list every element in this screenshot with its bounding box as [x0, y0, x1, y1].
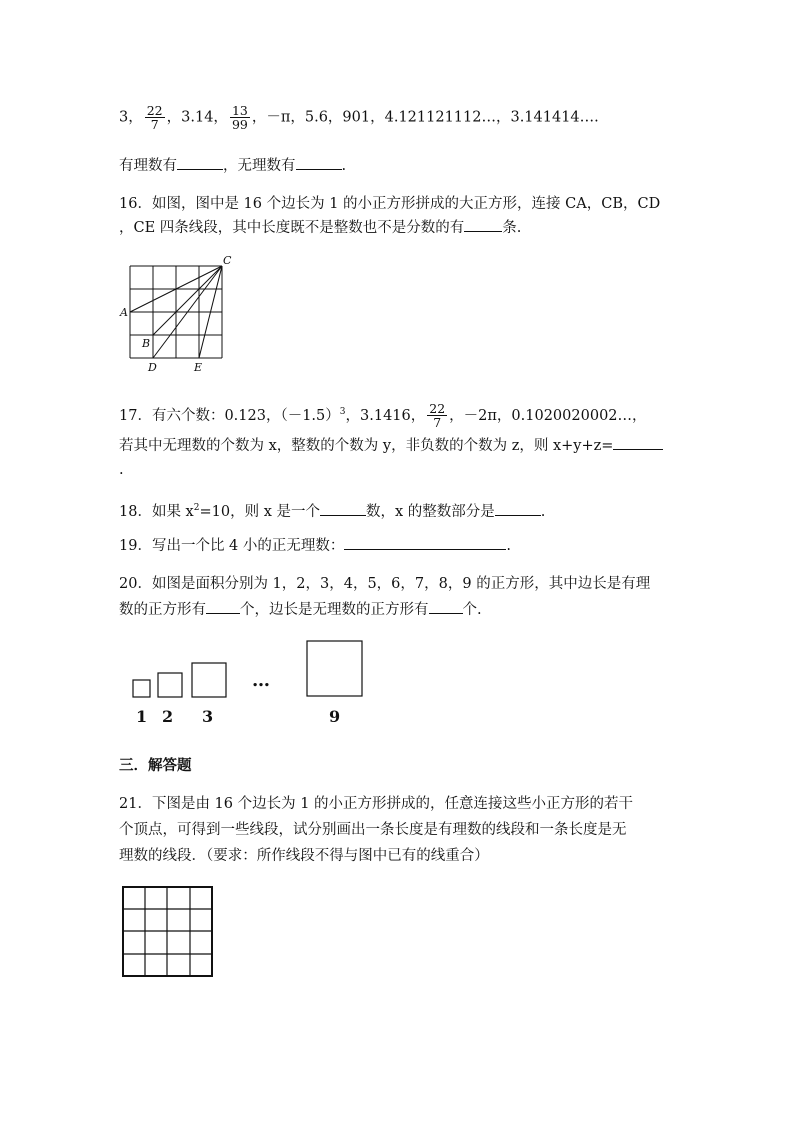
square-area-9: [307, 641, 362, 696]
point-label-c: C: [223, 254, 232, 267]
fraction-13-99: $\frac{13}{99}$: [231, 103, 248, 132]
q17-text-line2: 若其中无理数的个数为 x，整数的个数为 y，非负数的个数为 z，则 x+y+z=: [119, 436, 663, 456]
ellipsis: …: [252, 670, 270, 691]
square-label-3: 3: [202, 707, 214, 726]
point-label-a: A: [120, 306, 128, 319]
square-label-9: 9: [329, 707, 341, 726]
q21-text-line3: 理数的线段．（要求：所作线段不得与图中已有的线重合）: [119, 848, 489, 864]
square-area-1: [133, 680, 150, 697]
answer-blank[interactable]: [429, 601, 463, 614]
q20-text-line2: 数的正方形有 个，边长是无理数的正方形有 个.: [119, 602, 482, 618]
point-label-b: B: [142, 337, 151, 350]
q20-squares-figure: [128, 636, 373, 731]
answer-blank[interactable]: [296, 157, 342, 170]
answer-blank[interactable]: [206, 601, 240, 614]
q16-text-line1: 16．如图，图中是 16 个边长为 1 的小正方形拼成的大正方形，连接 CA，CB，CD: [119, 196, 661, 212]
point-label-d: D: [148, 361, 157, 374]
q15-number-list: 3， $\frac{22}{7}$ ，3.14， $\frac{13}{99}$ ，－π，5.6，901，4.121121112…，3.141414….: [119, 103, 599, 132]
square-area-2: [158, 673, 182, 697]
q18-text: 18．如果 $x^2=10$，则 x 是一个 数，x 的整数部分是 .: [119, 503, 546, 520]
answer-blank[interactable]: [495, 503, 541, 516]
answer-blank[interactable]: [344, 537, 506, 550]
answer-blank[interactable]: [320, 503, 366, 516]
q15-answer-line: 有理数有 ，无理数有 .: [119, 158, 347, 174]
point-label-e: E: [194, 361, 203, 374]
answer-blank[interactable]: [613, 437, 663, 450]
q17-text-line1: 17．有六个数：0.123，$(-1.5)^3$，3.1416， $\frac{22}{7}$ ，－2π，0.1020020002…，: [119, 401, 647, 431]
square-label-1: 1: [136, 707, 148, 726]
q16-text-line2: ，CE 四条线段，其中长度既不是整数也不是分数的有 条.: [119, 220, 522, 236]
q16-grid-figure: [115, 254, 240, 376]
q21-grid-figure: [120, 884, 216, 980]
fraction-22-7: $\frac{22}{7}$: [146, 103, 163, 132]
q19-text: 19．写出一个比 4 小的正无理数： .: [119, 538, 512, 554]
square-label-2: 2: [162, 707, 174, 726]
fraction-22-7: $\frac{22}{7}$: [429, 401, 446, 431]
square-area-3: [192, 663, 226, 697]
q21-text-line1: 21．下图是由 16 个边长为 1 的小正方形拼成的，任意连接这些小正方形的若干: [119, 796, 634, 812]
q17-text-line3: .: [119, 462, 124, 478]
answer-blank[interactable]: [177, 157, 223, 170]
q20-text-line1: 20．如图是面积分别为 1，2，3，4，5，6，7，8，9 的正方形，其中边长是有理: [119, 576, 651, 592]
q21-text-line2: 个顶点，可得到一些线段，试分别画出一条长度是有理数的线段和一条长度是无: [119, 822, 627, 838]
answer-blank[interactable]: [464, 219, 502, 232]
section-title: 三．解答题: [119, 757, 192, 774]
